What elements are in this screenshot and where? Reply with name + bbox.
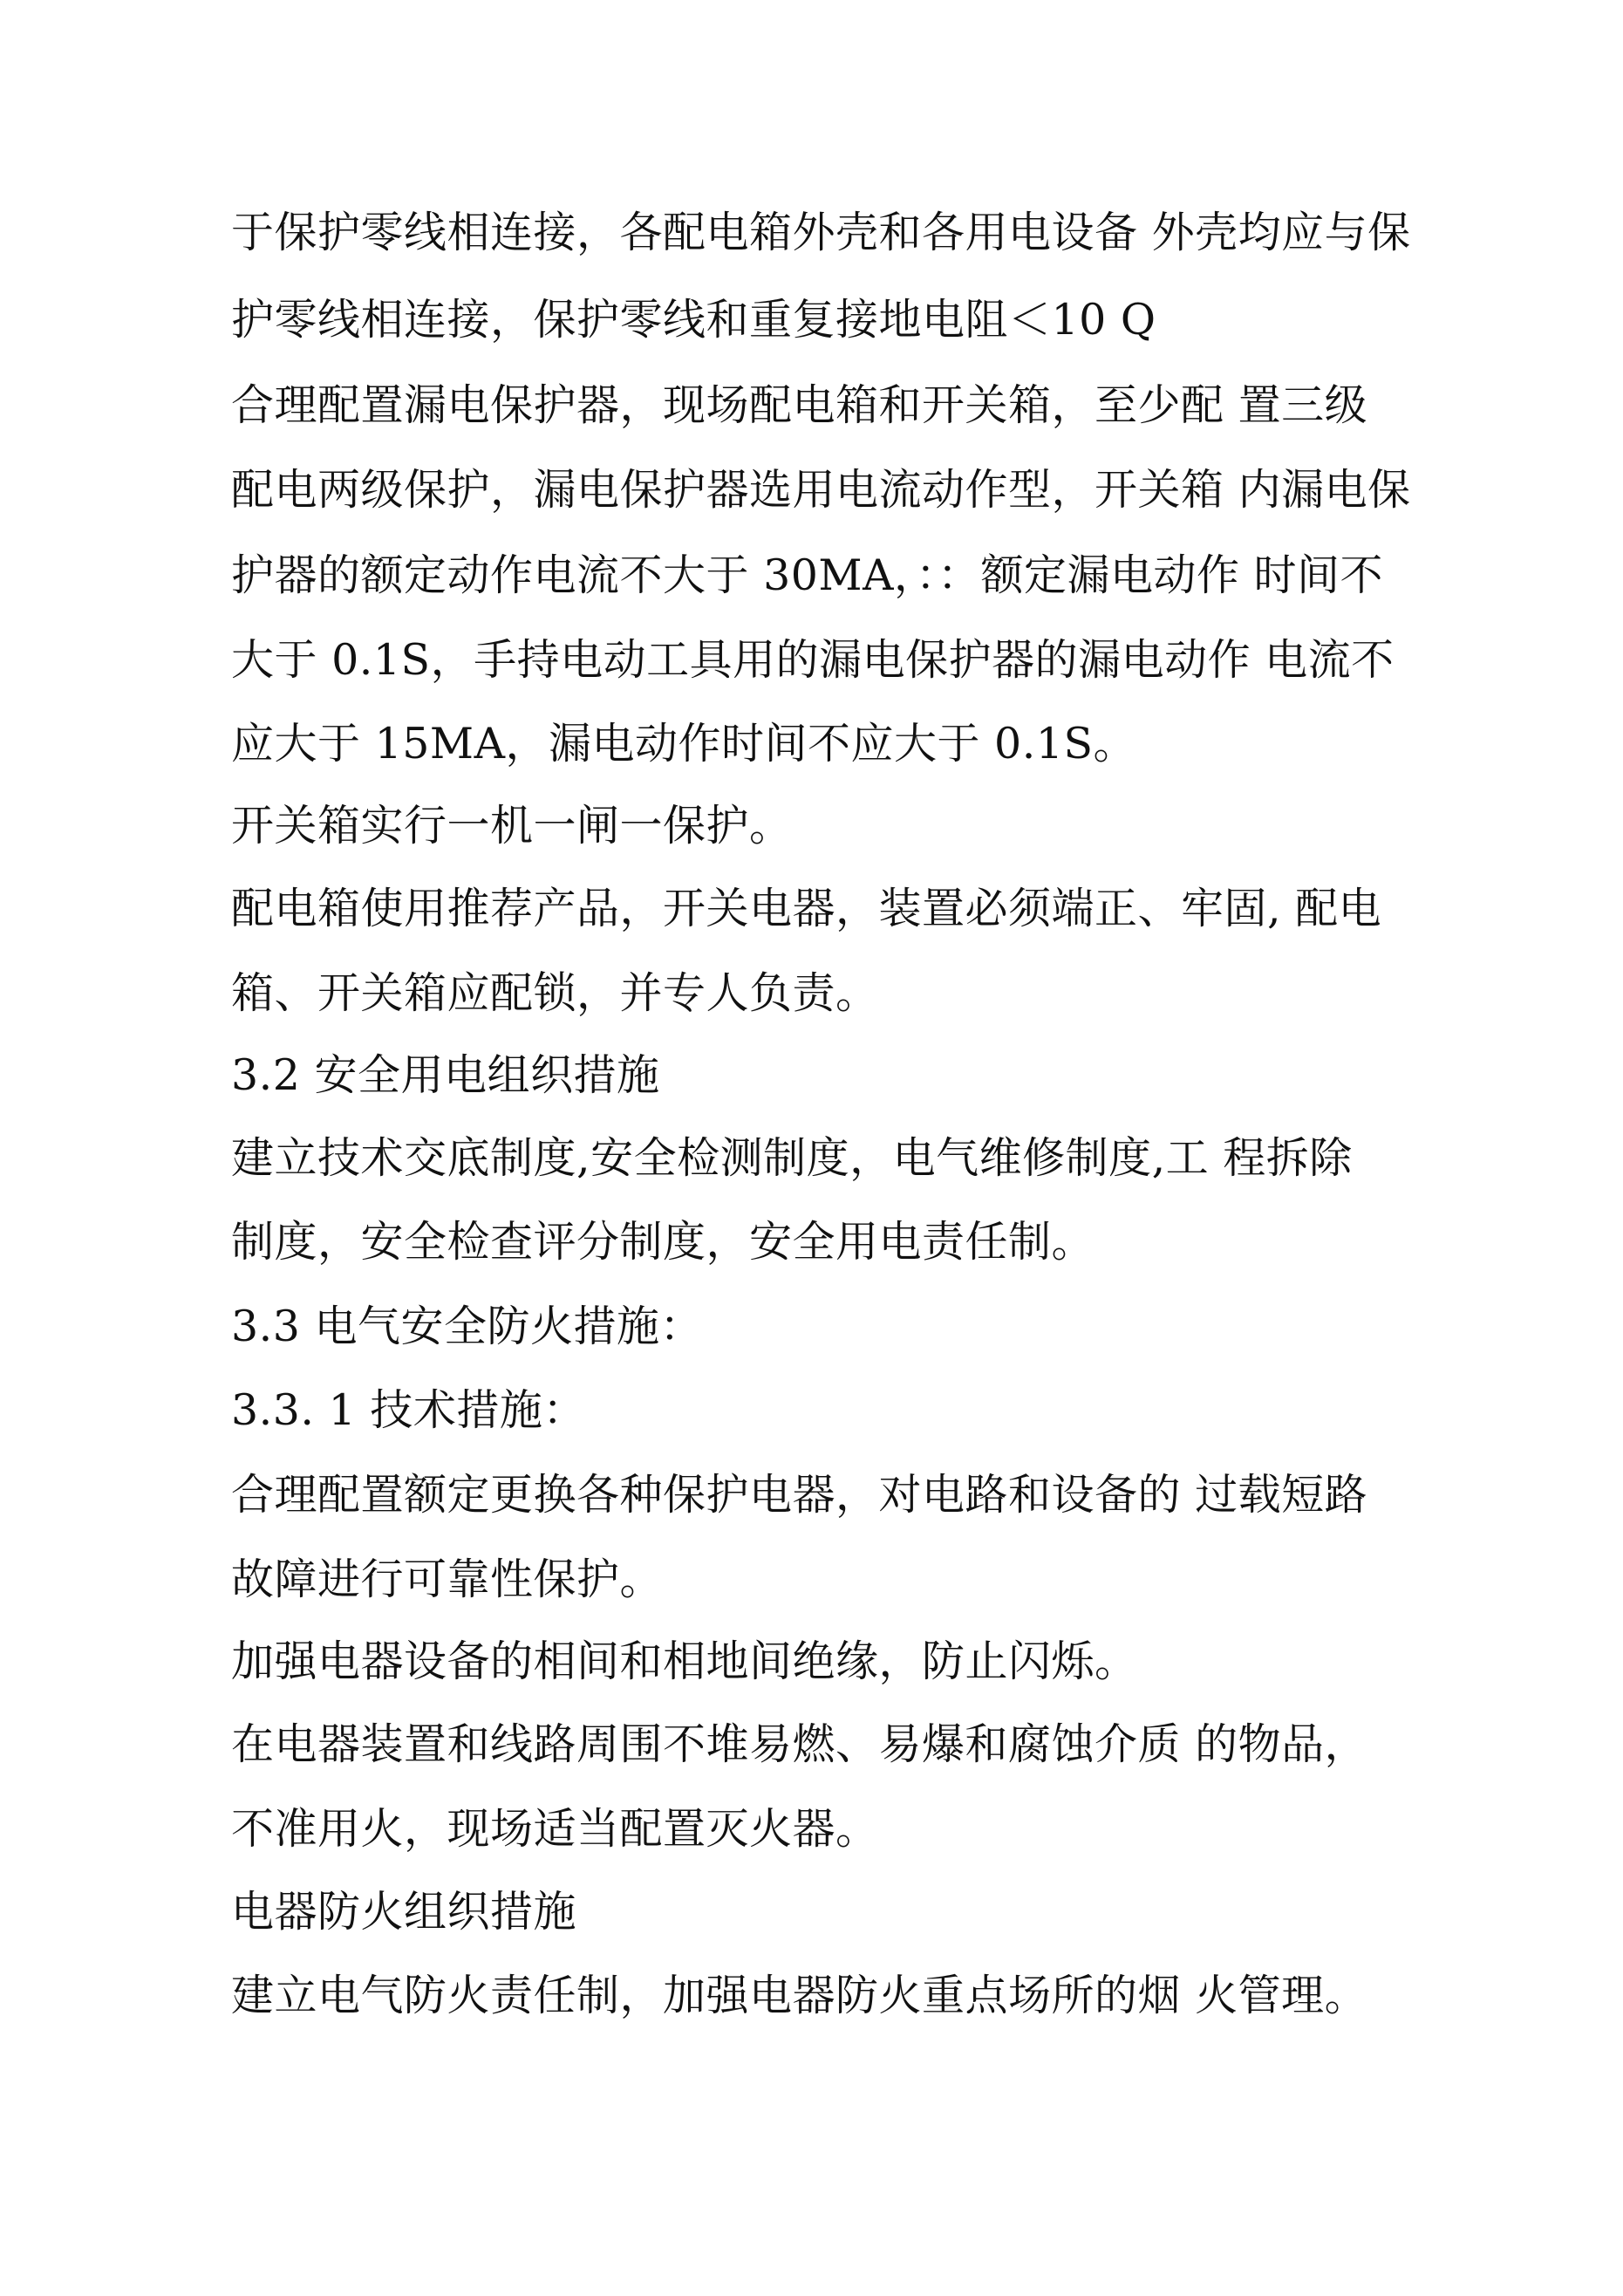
text-line: 配电两级保护，漏电保护器选用电流动作型，开关箱 内漏电保 — [231, 465, 1411, 515]
text-line: 制度，安全检查评分制度，安全用电责任制。 — [231, 1217, 1095, 1267]
section-heading: 3.3 电气安全防火措施： — [231, 1302, 704, 1351]
text-line: 开关箱实行一机一闸一保护。 — [231, 801, 793, 851]
text-line: 在电器装置和线路周围不堆易燃、易爆和腐蚀介质 的物品， — [231, 1719, 1368, 1769]
text-line: 建立技术交底制度,安全检测制度，电气维修制度,工 程拆除 — [231, 1133, 1353, 1183]
text-line: 护零线相连接，保护零线和重复接地电阻＜10 Q — [231, 295, 1156, 345]
text-line: 配电箱使用推荐产品，开关电器，装置必须端正、牢固, 配电 — [231, 884, 1382, 933]
text-line: 护器的额定动作电流不大于 30MA，：：额定漏电动作 时间不 — [231, 550, 1384, 600]
text-line: 加强电器设备的相间和相地间绝缘，防止闪烁。 — [231, 1637, 1138, 1686]
text-line: 不准用火，现场适当配置灭火器。 — [231, 1804, 879, 1854]
text-line: 合理配置额定更换各种保护电器，对电路和设备的 过载短路 — [231, 1470, 1368, 1520]
text-line: 大于 0.1S，手持电动工具用的漏电保护器的漏电动作 电流不 — [231, 635, 1395, 685]
text-line: 应大于 15MA，漏电动作时间不应大于 0.1S。 — [231, 719, 1137, 769]
text-line: 故障进行可靠性保护。 — [231, 1555, 664, 1604]
text-line: 建立电气防火责任制，加强电器防火重点场所的烟 火管理。 — [231, 1971, 1368, 2020]
text-line: 合理配置漏电保护器，现场配电箱和开关箱，至少配 置三级 — [231, 380, 1368, 430]
text-line: 于保护零线相连接，各配电箱外壳和各用电设备 外壳均应与保 — [231, 208, 1411, 257]
subsection-heading: 电器防火组织措施 — [231, 1887, 577, 1937]
subsection-heading: 3.3. 1 技术措施： — [231, 1385, 586, 1435]
text-line: 箱、开关箱应配锁，并专人负责。 — [231, 968, 879, 1018]
section-heading: 3.2 安全用电组织措施 — [231, 1050, 660, 1100]
